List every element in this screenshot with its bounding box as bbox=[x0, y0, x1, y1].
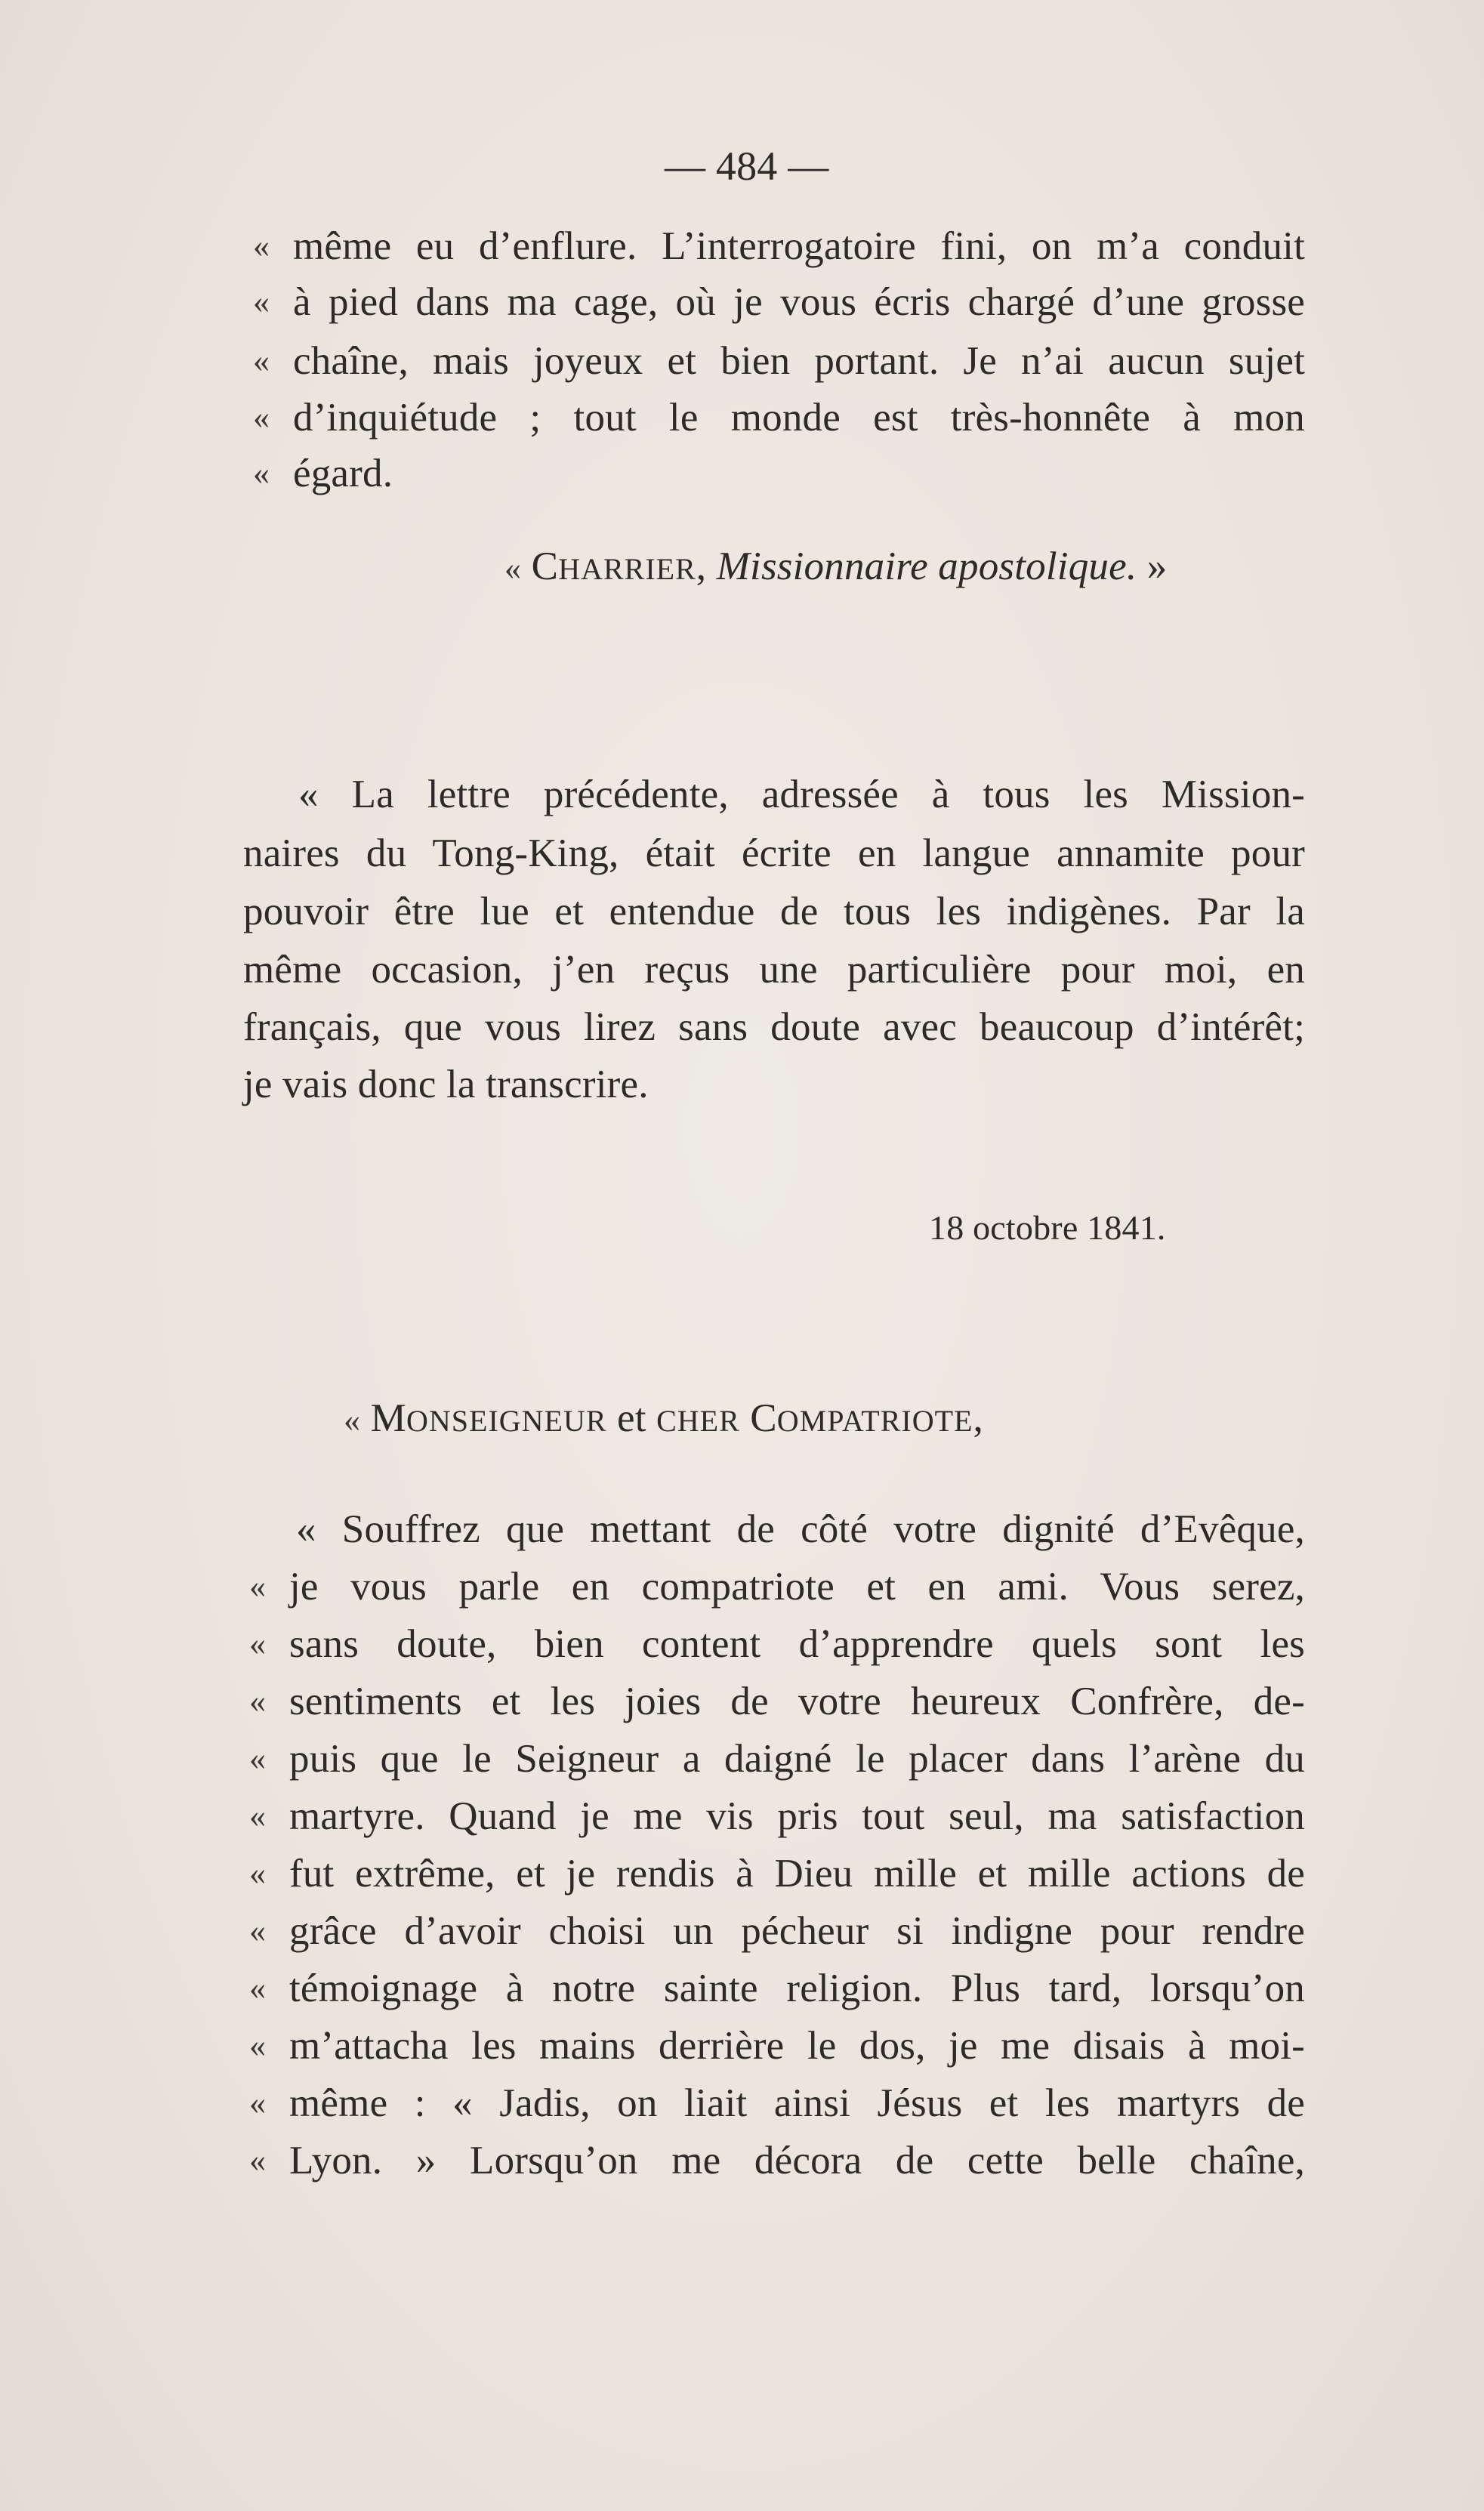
text-line: puis que le Seigneur a daigné le placer dans l’arène du bbox=[289, 1737, 1305, 1781]
text-line: même eu d’enflure. L’interrogatoire fini, on m’a conduit bbox=[293, 224, 1305, 268]
quote-mark: « bbox=[249, 1970, 266, 2007]
text-line: égard. bbox=[293, 452, 393, 495]
text-line: grâce d’avoir choisi un pécheur si indigne pour rendre bbox=[289, 1909, 1305, 1953]
text-line: Lyon. » Lorsqu’on me décora de cette belle chaîne, bbox=[289, 2139, 1305, 2182]
text-line: à pied dans ma cage, où je vous écris chargé d’une grosse bbox=[293, 280, 1305, 324]
salutation-word: MONSEIGNEUR bbox=[370, 1396, 607, 1440]
page-number: — 484 — bbox=[665, 143, 829, 189]
text-line: je vais donc la transcrire. bbox=[243, 1063, 649, 1106]
text-line: chaîne, mais joyeux et bien portant. Je n’ai aucun sujet bbox=[293, 339, 1305, 383]
quote-mark: « bbox=[249, 1912, 266, 1949]
text-line: même occasion, j’en reçus une particulière pour moi, en bbox=[243, 948, 1305, 992]
signature-title: Missionnaire apostolique. bbox=[716, 544, 1137, 588]
text-line: français, que vous lirez sans doute avec beaucoup d’intérêt; bbox=[243, 1005, 1305, 1049]
text-line: je vous parle en compatriote et en ami. Vous serez, bbox=[289, 1565, 1305, 1609]
quote-mark: « bbox=[249, 2142, 266, 2179]
text-line: même : « Jadis, on liait ainsi Jésus et les martyrs de bbox=[289, 2081, 1305, 2125]
text-line: m’attacha les mains derrière le dos, je me disais à moi- bbox=[289, 2024, 1305, 2068]
quote-mark: « bbox=[253, 455, 270, 492]
signature-line bbox=[504, 544, 1167, 592]
quote-mark: « bbox=[249, 1797, 266, 1834]
quote-mark: « bbox=[249, 1855, 266, 1892]
salutation-word: CHER bbox=[656, 1404, 740, 1438]
quote-open: « bbox=[504, 550, 522, 587]
text-line: témoignage à notre sainte religion. Plus tard, lorsqu’on bbox=[289, 1967, 1305, 2010]
salutation-comma: , bbox=[973, 1396, 983, 1440]
text-line: martyre. Quand je me vis pris tout seul, ma satisfaction bbox=[289, 1794, 1305, 1838]
quote-mark: « bbox=[253, 283, 270, 320]
letter-date: 18 octobre 1841. bbox=[929, 1208, 1166, 1247]
signature-comma: , bbox=[696, 544, 707, 588]
text-line: sans doute, bien content d’apprendre quels sont les bbox=[289, 1622, 1305, 1666]
quote-mark: « bbox=[253, 227, 270, 264]
quote-mark: « bbox=[253, 399, 270, 436]
quote-mark: « bbox=[253, 342, 270, 379]
text-line: fut extrême, et je rendis à Dieu mille et mille actions de bbox=[289, 1852, 1305, 1896]
quote-open: « bbox=[344, 1402, 361, 1439]
salutation-word: COMPATRIOTE bbox=[750, 1396, 973, 1440]
text-line: « Souffrez que mettant de côté votre dignité d’Evêque, bbox=[296, 1507, 1305, 1551]
text-line: d’inquiétude ; tout le monde est très-honnête à mon bbox=[293, 396, 1305, 440]
text-line: sentiments et les joies de votre heureux Confrère, de- bbox=[289, 1680, 1305, 1723]
text-line: naires du Tong-King, était écrite en langue annamite pour bbox=[243, 831, 1305, 875]
text-line: « La lettre précédente, adressée à tous les Mission- bbox=[298, 773, 1305, 816]
quote-mark: « bbox=[249, 2027, 266, 2064]
salutation-word: et bbox=[616, 1396, 646, 1440]
quote-mark: « bbox=[249, 1625, 266, 1662]
quote-mark: « bbox=[249, 1568, 266, 1605]
quote-close: » bbox=[1146, 544, 1168, 588]
quote-mark: « bbox=[249, 1683, 266, 1720]
signature-name: CHARRIER bbox=[531, 544, 696, 588]
text-line: pouvoir être lue et entendue de tous les indigènes. Par la bbox=[243, 890, 1305, 933]
salutation bbox=[344, 1396, 983, 1444]
quote-mark: « bbox=[249, 2084, 266, 2121]
quote-mark: « bbox=[249, 1740, 266, 1777]
